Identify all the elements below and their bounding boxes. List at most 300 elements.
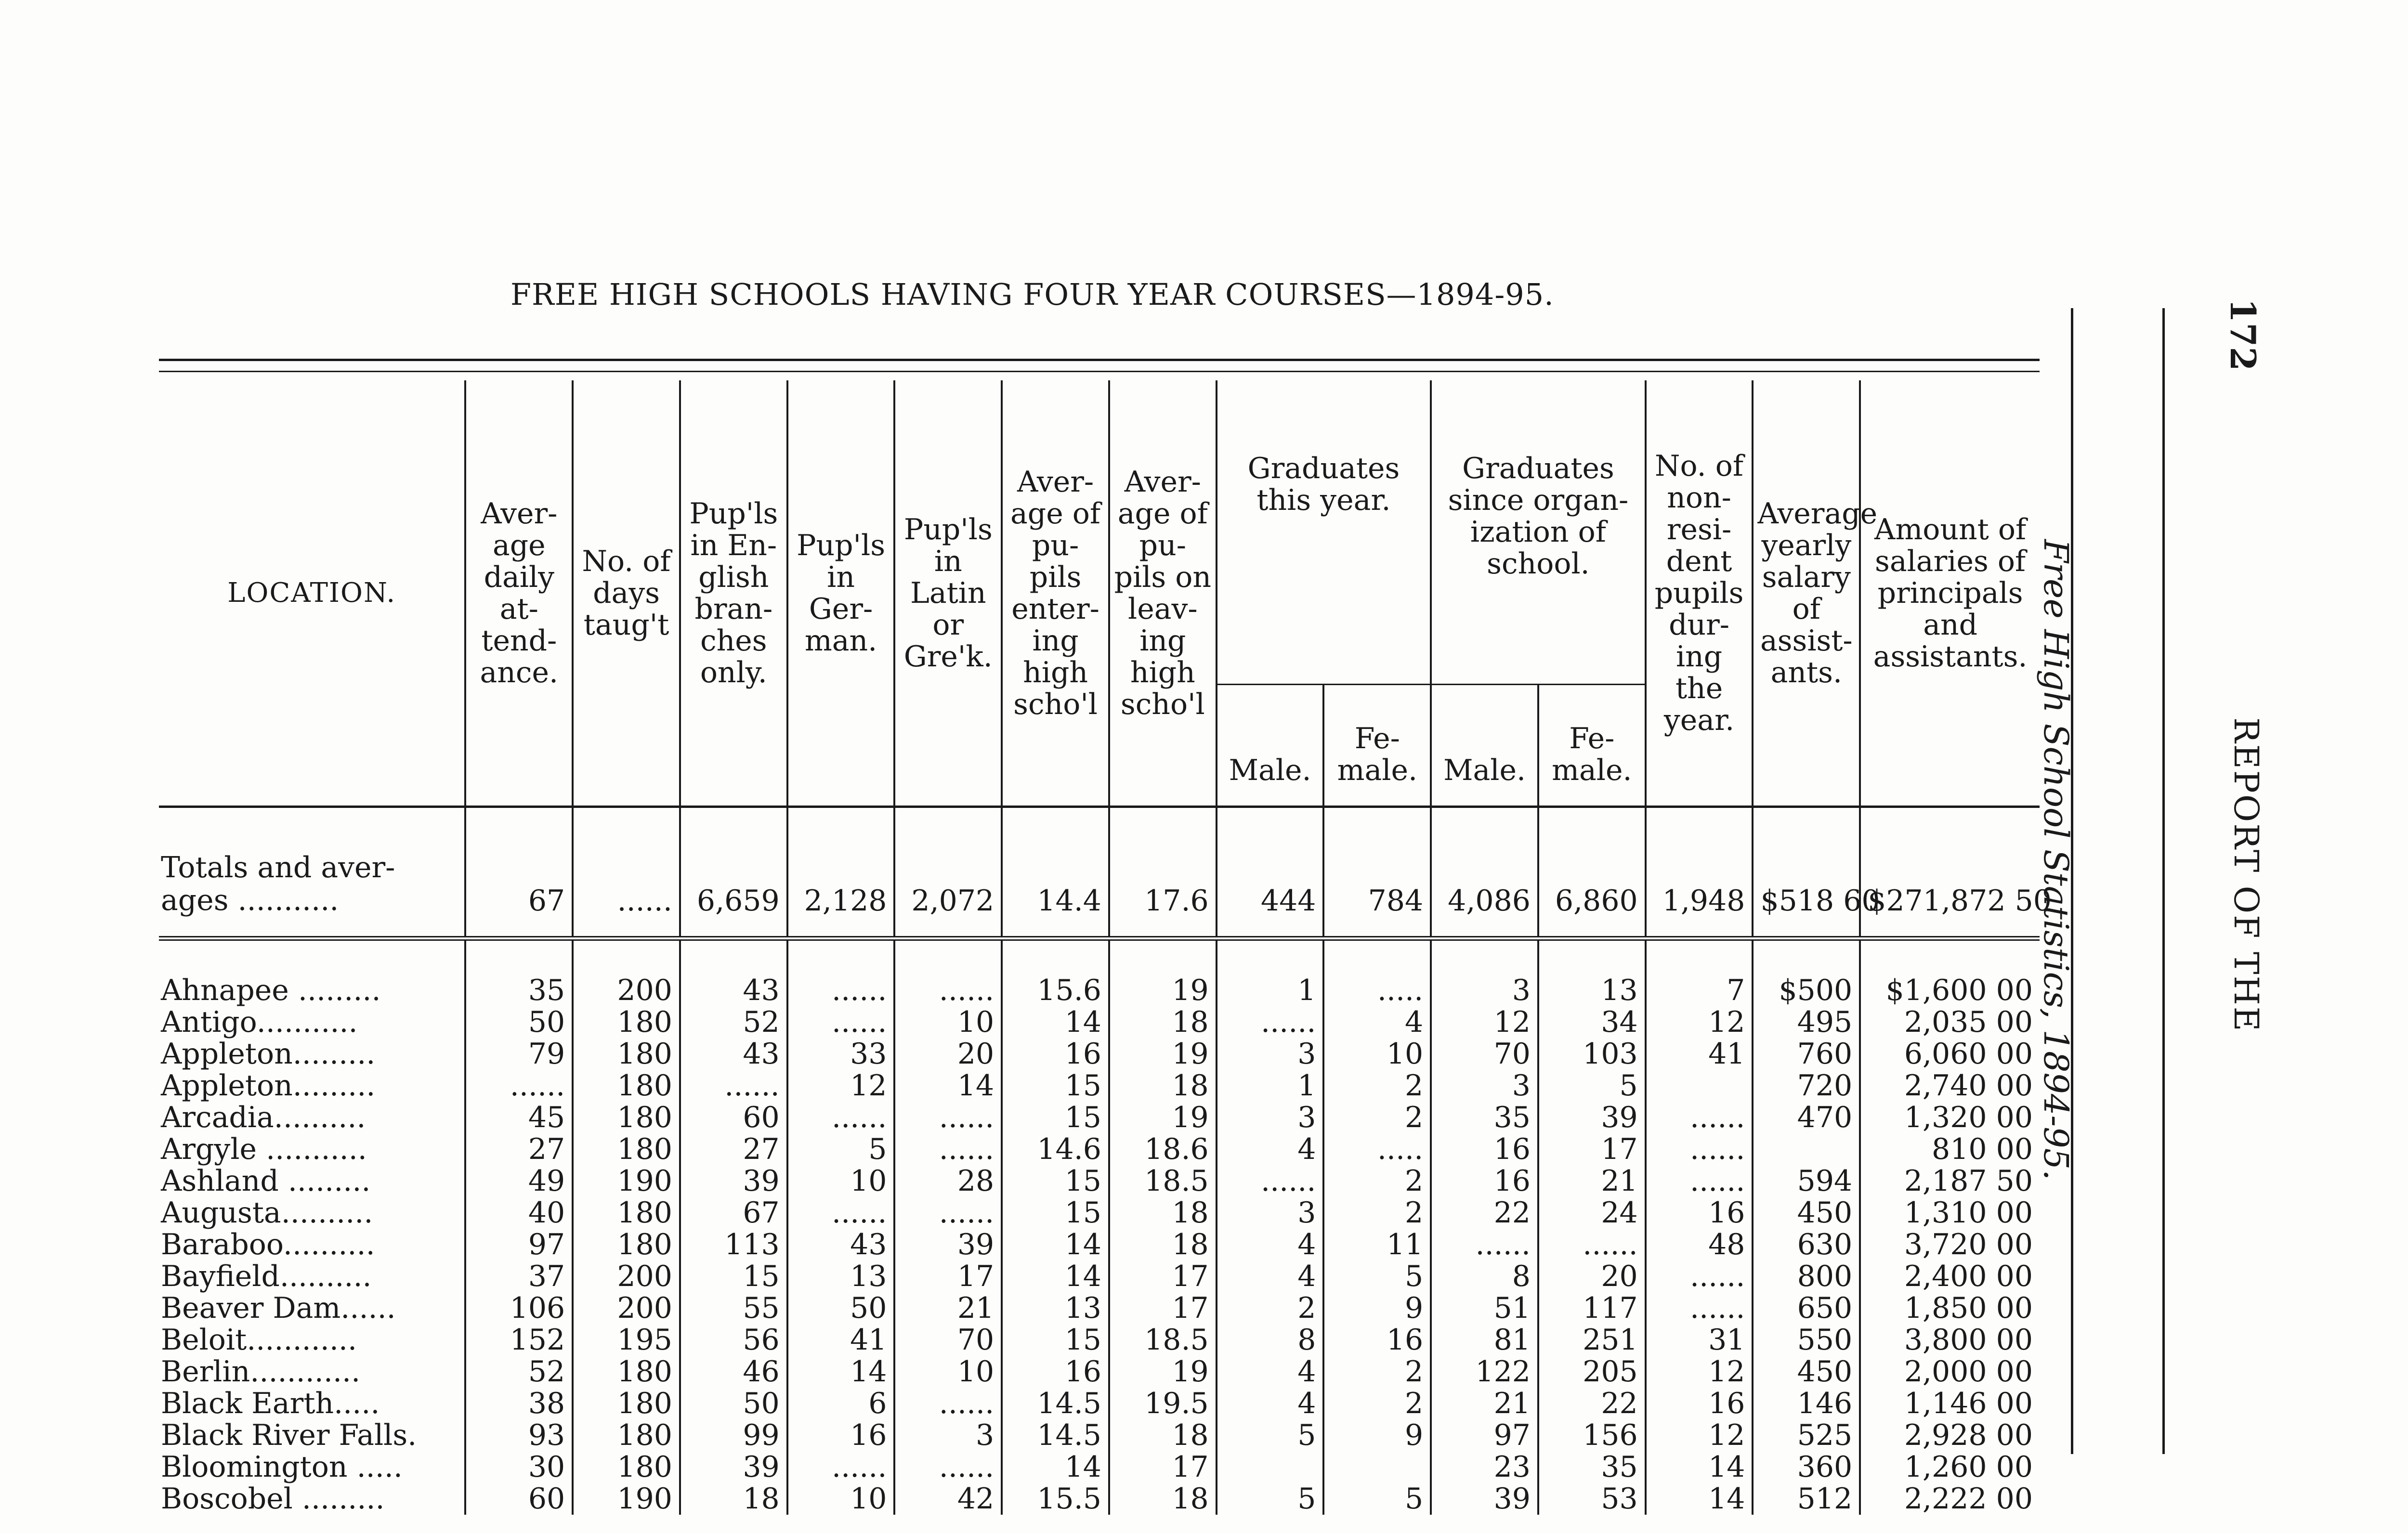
page-title: FREE HIGH SCHOOLS HAVING FOUR YEAR COURSES—1894-95. xyxy=(510,277,1554,312)
data-cell: 180 xyxy=(573,1419,680,1451)
data-cell: 52 xyxy=(680,1006,787,1038)
data-cell: 4 xyxy=(1217,1388,1324,1419)
data-cell: ...... xyxy=(787,1451,895,1483)
data-cell: 2,187 50 xyxy=(1860,1165,2040,1197)
data-cell: ...... xyxy=(787,1006,895,1038)
data-cell: 2 xyxy=(1323,1388,1431,1419)
table-row xyxy=(159,1038,2040,1070)
data-cell: 13 xyxy=(1538,938,1646,1006)
totals-cell: 784 xyxy=(1323,807,1431,939)
data-cell: 14 xyxy=(894,1070,1002,1102)
header-grad-this-year: Graduates this year. xyxy=(1217,380,1431,685)
data-cell: 35 xyxy=(1538,1451,1646,1483)
data-cell: 4 xyxy=(1217,1356,1324,1388)
data-cell: 3 xyxy=(1217,1038,1324,1070)
data-cell: 15.5 xyxy=(1002,1483,1109,1515)
table-row xyxy=(159,1451,2040,1483)
data-cell: 16 xyxy=(1431,1165,1538,1197)
data-cell: 23 xyxy=(1431,1451,1538,1483)
top-rule-thin xyxy=(159,371,2040,372)
data-cell: 495 xyxy=(1753,1006,1860,1038)
data-cell: 200 xyxy=(573,938,680,1006)
data-cell: 42 xyxy=(894,1483,1002,1515)
header-amount-salaries: Amount of salaries of principals and assistants. xyxy=(1860,380,2040,807)
table-row xyxy=(159,1165,2040,1197)
data-cell: 51 xyxy=(1431,1292,1538,1324)
data-cell: 180 xyxy=(573,1229,680,1260)
data-cell: 152 xyxy=(465,1324,573,1356)
data-cell: 6 xyxy=(787,1388,895,1419)
data-cell: 19 xyxy=(1109,938,1217,1006)
header-avg-salary: Average yearly salary of assist- ants. xyxy=(1753,380,1860,807)
data-cell: 1,310 00 xyxy=(1860,1197,2040,1229)
data-cell: 50 xyxy=(787,1292,895,1324)
data-cell xyxy=(1753,1133,1860,1165)
data-cell: 2,740 00 xyxy=(1860,1070,2040,1102)
data-cell: 512 xyxy=(1753,1483,1860,1515)
data-cell: 2,035 00 xyxy=(1860,1006,2040,1038)
data-cell: 12 xyxy=(787,1070,895,1102)
location-cell: Baraboo.......... xyxy=(161,1228,375,1261)
data-cell: 34 xyxy=(1538,1006,1646,1038)
data-cell: ...... xyxy=(1217,1165,1324,1197)
data-cell: 16 xyxy=(1431,1133,1538,1165)
data-cell: 56 xyxy=(680,1324,787,1356)
location-cell: Berlin............ xyxy=(161,1355,361,1389)
table-row xyxy=(159,1388,2040,1419)
data-cell: 810 00 xyxy=(1860,1133,2040,1165)
totals-label: Totals and aver- ages ........... xyxy=(159,807,465,939)
location-cell: Augusta.......... xyxy=(161,1196,373,1230)
data-cell: 195 xyxy=(573,1324,680,1356)
data-cell: 2 xyxy=(1323,1197,1431,1229)
data-cell: 18.5 xyxy=(1109,1165,1217,1197)
data-cell: 4 xyxy=(1217,1260,1324,1292)
data-cell: 18.6 xyxy=(1109,1133,1217,1165)
data-cell: 14.5 xyxy=(1002,1388,1109,1419)
data-cell: 22 xyxy=(1538,1388,1646,1419)
data-cell: 2 xyxy=(1323,1070,1431,1102)
data-cell: 15 xyxy=(1002,1324,1109,1356)
table-row xyxy=(159,1260,2040,1292)
location-cell: Appleton......... xyxy=(161,1069,376,1103)
data-cell: 106 xyxy=(465,1292,573,1324)
side-title: Free High School Statistics, 1894-95. xyxy=(2036,539,2076,1181)
data-cell: 18 xyxy=(1109,1419,1217,1451)
data-cell: 18 xyxy=(1109,1229,1217,1260)
data-cell: 13 xyxy=(787,1260,895,1292)
location-cell: Argyle ........... xyxy=(161,1132,367,1166)
data-cell: 24 xyxy=(1538,1197,1646,1229)
data-cell: ...... xyxy=(1646,1260,1753,1292)
table-row xyxy=(159,1292,2040,1324)
data-cell: 3 xyxy=(1217,1197,1324,1229)
data-cell: ...... xyxy=(1646,1102,1753,1133)
location-cell: Beloit............ xyxy=(161,1323,357,1357)
data-cell: 1,320 00 xyxy=(1860,1102,2040,1133)
header-days: No. of days taug't xyxy=(573,380,680,807)
data-cell: 16 xyxy=(787,1419,895,1451)
data-cell: 30 xyxy=(465,1451,573,1483)
data-cell: 19.5 xyxy=(1109,1388,1217,1419)
data-cell xyxy=(1217,1451,1324,1483)
data-cell: 48 xyxy=(1646,1229,1753,1260)
data-cell: 37 xyxy=(465,1260,573,1292)
header-grad-since: Graduates since organ- ization of school. xyxy=(1431,380,1646,685)
data-cell: 35 xyxy=(1431,1102,1538,1133)
data-cell: 27 xyxy=(465,1133,573,1165)
data-cell: 5 xyxy=(1538,1070,1646,1102)
data-cell: 27 xyxy=(680,1133,787,1165)
data-cell: 19 xyxy=(1109,1038,1217,1070)
data-cell: 41 xyxy=(787,1324,895,1356)
data-cell: 40 xyxy=(465,1197,573,1229)
table-body xyxy=(159,807,2052,1516)
table-row xyxy=(159,1356,2040,1388)
totals-cell: 444 xyxy=(1217,807,1324,939)
data-cell: 650 xyxy=(1753,1292,1860,1324)
data-cell: 103 xyxy=(1538,1038,1646,1070)
data-cell: 15 xyxy=(1002,1197,1109,1229)
data-cell: 180 xyxy=(573,1197,680,1229)
totals-cell: $271,872 50 xyxy=(1860,807,2040,939)
data-cell: 19 xyxy=(1109,1102,1217,1133)
data-cell: 39 xyxy=(1431,1483,1538,1515)
data-cell: 43 xyxy=(680,938,787,1006)
data-cell: 50 xyxy=(680,1388,787,1419)
data-cell: 1,146 00 xyxy=(1860,1388,2040,1419)
table-row xyxy=(159,1483,2040,1515)
data-cell: 99 xyxy=(680,1419,787,1451)
data-cell: ...... xyxy=(894,1451,1002,1483)
data-cell: 16 xyxy=(1323,1324,1431,1356)
data-cell: 41 xyxy=(1646,1038,1753,1070)
data-cell: ...... xyxy=(1538,1229,1646,1260)
data-cell: 2 xyxy=(1217,1292,1324,1324)
data-cell: 450 xyxy=(1753,1197,1860,1229)
data-cell: 190 xyxy=(573,1165,680,1197)
location-cell: Beaver Dam...... xyxy=(161,1291,396,1325)
data-cell: 46 xyxy=(680,1356,787,1388)
data-cell: 18 xyxy=(1109,1197,1217,1229)
data-cell: 18 xyxy=(1109,1483,1217,1515)
data-cell: 8 xyxy=(1431,1260,1538,1292)
data-cell: 19 xyxy=(1109,1356,1217,1388)
data-cell: 28 xyxy=(894,1165,1002,1197)
data-cell: 38 xyxy=(465,1388,573,1419)
data-cell: ...... xyxy=(894,938,1002,1006)
data-cell: 2 xyxy=(1323,1102,1431,1133)
data-cell: 10 xyxy=(894,1356,1002,1388)
data-cell: 70 xyxy=(894,1324,1002,1356)
data-cell xyxy=(1323,1451,1431,1483)
data-cell: 720 xyxy=(1753,1070,1860,1102)
data-cell: 156 xyxy=(1538,1419,1646,1451)
data-cell: ...... xyxy=(1646,1292,1753,1324)
data-cell: 550 xyxy=(1753,1324,1860,1356)
totals-row xyxy=(159,807,2040,939)
location-cell: Black River Falls. xyxy=(161,1418,417,1452)
data-cell: 9 xyxy=(1323,1292,1431,1324)
data-cell: 39 xyxy=(1538,1102,1646,1133)
header-german: Pup'ls in Ger- man. xyxy=(787,380,895,807)
data-cell: 10 xyxy=(1323,1038,1431,1070)
data-cell: 16 xyxy=(1002,1038,1109,1070)
data-cell: 43 xyxy=(680,1038,787,1070)
data-cell: 180 xyxy=(573,1451,680,1483)
data-cell: 1 xyxy=(1217,938,1324,1006)
totals-cell: 67 xyxy=(465,807,573,939)
data-cell: 200 xyxy=(573,1260,680,1292)
totals-cell: 2,072 xyxy=(894,807,1002,939)
header-nonresident: No. of non- resi- dent pupils dur- ing the year. xyxy=(1646,380,1753,807)
table-row xyxy=(159,1419,2040,1451)
data-cell: 10 xyxy=(787,1165,895,1197)
location-cell: Ahnapee ......... xyxy=(161,974,381,1007)
data-cell: 470 xyxy=(1753,1102,1860,1133)
data-cell: 31 xyxy=(1646,1324,1753,1356)
data-cell: 15.6 xyxy=(1002,938,1109,1006)
statistics-table-wrap xyxy=(159,380,2052,1516)
data-cell: 113 xyxy=(680,1229,787,1260)
data-cell: 50 xyxy=(465,1006,573,1038)
table-row xyxy=(159,1006,2040,1038)
data-cell: 10 xyxy=(787,1483,895,1515)
header-grad-this-year-male: Male. xyxy=(1217,685,1324,807)
data-cell: 33 xyxy=(787,1038,895,1070)
table-row xyxy=(159,1102,2040,1133)
data-cell: ...... xyxy=(787,1102,895,1133)
data-cell: 14 xyxy=(1646,1483,1753,1515)
header-age-leaving: Aver- age of pu- pils on leav- ing high scho'l xyxy=(1109,380,1217,807)
header-english: Pup'ls in En- glish bran- ches only. xyxy=(680,380,787,807)
data-cell: 11 xyxy=(1323,1229,1431,1260)
totals-cell: 6,659 xyxy=(680,807,787,939)
totals-cell: 2,128 xyxy=(787,807,895,939)
data-cell: 18.5 xyxy=(1109,1324,1217,1356)
data-cell: 180 xyxy=(573,1388,680,1419)
header-grad-since-female: Fe- male. xyxy=(1538,685,1646,807)
data-cell: 205 xyxy=(1538,1356,1646,1388)
data-cell: 180 xyxy=(573,1133,680,1165)
data-cell: 14 xyxy=(1002,1006,1109,1038)
data-cell: 5 xyxy=(787,1133,895,1165)
data-cell: 49 xyxy=(465,1165,573,1197)
data-cell: 5 xyxy=(1323,1483,1431,1515)
data-cell: 97 xyxy=(1431,1419,1538,1451)
data-cell: 1 xyxy=(1217,1070,1324,1102)
header-attendance: Aver- age daily at- tend- ance. xyxy=(465,380,573,807)
data-cell: ...... xyxy=(1217,1006,1324,1038)
data-cell: 3 xyxy=(1431,1070,1538,1102)
data-cell: 10 xyxy=(894,1006,1002,1038)
data-cell: 70 xyxy=(1431,1038,1538,1070)
data-cell: 35 xyxy=(465,938,573,1006)
data-cell: 15 xyxy=(1002,1102,1109,1133)
data-cell: 760 xyxy=(1753,1038,1860,1070)
data-cell: 14 xyxy=(1002,1260,1109,1292)
data-cell: ...... xyxy=(680,1070,787,1102)
data-cell: 21 xyxy=(894,1292,1002,1324)
data-cell: 3,800 00 xyxy=(1860,1324,2040,1356)
data-cell: 20 xyxy=(894,1038,1002,1070)
data-cell: 17 xyxy=(1109,1292,1217,1324)
totals-cell: 4,086 xyxy=(1431,807,1538,939)
data-cell: 16 xyxy=(1002,1356,1109,1388)
data-cell: 3,720 00 xyxy=(1860,1229,2040,1260)
data-cell: 3 xyxy=(1431,938,1538,1006)
data-cell: ...... xyxy=(894,1133,1002,1165)
data-cell: 2 xyxy=(1323,1165,1431,1197)
data-cell: 14.5 xyxy=(1002,1419,1109,1451)
top-rule xyxy=(159,359,2040,361)
table-row xyxy=(159,1133,2040,1165)
running-head: REPORT OF THE xyxy=(2226,717,2266,1033)
header-location: LOCATION. xyxy=(227,577,396,609)
data-cell: 14 xyxy=(787,1356,895,1388)
data-cell: 180 xyxy=(573,1038,680,1070)
header-latin: Pup'ls in Latin or Gre'k. xyxy=(894,380,1002,807)
data-cell: 21 xyxy=(1431,1388,1538,1419)
data-cell: 117 xyxy=(1538,1292,1646,1324)
data-cell: ...... xyxy=(465,1070,573,1102)
totals-cell: $518 60 xyxy=(1753,807,1860,939)
data-cell: 14 xyxy=(1002,1451,1109,1483)
data-cell: 360 xyxy=(1753,1451,1860,1483)
data-cell: 97 xyxy=(465,1229,573,1260)
data-cell: 450 xyxy=(1753,1356,1860,1388)
data-cell: 14.6 xyxy=(1002,1133,1109,1165)
data-cell: ...... xyxy=(1646,1133,1753,1165)
data-cell: 16 xyxy=(1646,1197,1753,1229)
data-cell: 79 xyxy=(465,1038,573,1070)
data-cell: 39 xyxy=(680,1451,787,1483)
data-cell: 17 xyxy=(894,1260,1002,1292)
data-cell: 2,000 00 xyxy=(1860,1356,2040,1388)
data-cell: 180 xyxy=(573,1102,680,1133)
data-cell: 18 xyxy=(1109,1070,1217,1102)
table-row xyxy=(159,1070,2040,1102)
data-cell: ...... xyxy=(894,1197,1002,1229)
data-cell: 180 xyxy=(573,1006,680,1038)
data-cell: 180 xyxy=(573,1070,680,1102)
data-cell: ..... xyxy=(1323,938,1431,1006)
data-cell: 1,260 00 xyxy=(1860,1451,2040,1483)
data-cell: 4 xyxy=(1217,1133,1324,1165)
data-cell: 2,400 00 xyxy=(1860,1260,2040,1292)
data-cell: 2,222 00 xyxy=(1860,1483,2040,1515)
data-cell: 15 xyxy=(1002,1070,1109,1102)
data-cell: 4 xyxy=(1217,1229,1324,1260)
table-row xyxy=(159,1197,2040,1229)
data-cell: 12 xyxy=(1646,1356,1753,1388)
data-cell: 67 xyxy=(680,1197,787,1229)
data-cell: 81 xyxy=(1431,1324,1538,1356)
data-cell: 6,060 00 xyxy=(1860,1038,2040,1070)
data-cell: 251 xyxy=(1538,1324,1646,1356)
data-cell: 93 xyxy=(465,1419,573,1451)
statistics-table xyxy=(159,380,2052,1516)
data-cell: 39 xyxy=(894,1229,1002,1260)
location-cell: Antigo........... xyxy=(161,1005,358,1039)
data-cell: 16 xyxy=(1646,1388,1753,1419)
totals-cell: 17.6 xyxy=(1109,807,1217,939)
data-cell: 4 xyxy=(1323,1006,1431,1038)
location-cell: Bayfield.......... xyxy=(161,1260,372,1293)
data-cell: ...... xyxy=(894,1388,1002,1419)
data-cell: 53 xyxy=(1538,1483,1646,1515)
data-cell: 21 xyxy=(1538,1165,1646,1197)
data-cell: 18 xyxy=(1109,1006,1217,1038)
data-cell: $1,600 00 xyxy=(1860,938,2040,1006)
data-cell: 12 xyxy=(1646,1419,1753,1451)
header-grad-since-male: Male. xyxy=(1431,685,1538,807)
data-cell: 13 xyxy=(1002,1292,1109,1324)
data-cell: 525 xyxy=(1753,1419,1860,1451)
data-cell: 45 xyxy=(465,1102,573,1133)
totals-cell: ...... xyxy=(573,807,680,939)
data-cell: 180 xyxy=(573,1356,680,1388)
table-row xyxy=(159,1324,2040,1356)
data-cell: 43 xyxy=(787,1229,895,1260)
data-cell: 12 xyxy=(1431,1006,1538,1038)
data-cell xyxy=(1646,1070,1753,1102)
data-cell: 122 xyxy=(1431,1356,1538,1388)
data-cell: ...... xyxy=(787,1197,895,1229)
far-right-vertical-rule xyxy=(2162,308,2165,1454)
table-row xyxy=(159,938,2040,1006)
data-cell: 17 xyxy=(1538,1133,1646,1165)
location-cell: Bloomington ..... xyxy=(161,1450,403,1484)
data-cell: 5 xyxy=(1217,1483,1324,1515)
data-cell: 14 xyxy=(1002,1229,1109,1260)
data-cell: 39 xyxy=(680,1165,787,1197)
data-cell: ...... xyxy=(894,1102,1002,1133)
data-cell: 8 xyxy=(1217,1324,1324,1356)
header-grad-this-year-female: Fe- male. xyxy=(1323,685,1431,807)
data-cell: 52 xyxy=(465,1356,573,1388)
data-cell: 55 xyxy=(680,1292,787,1324)
data-cell: 15 xyxy=(1002,1165,1109,1197)
location-cell: Ashland ......... xyxy=(161,1164,371,1198)
data-cell: 60 xyxy=(680,1102,787,1133)
data-cell: 5 xyxy=(1323,1260,1431,1292)
data-cell: 20 xyxy=(1538,1260,1646,1292)
data-cell: 800 xyxy=(1753,1260,1860,1292)
data-cell: 630 xyxy=(1753,1229,1860,1260)
page-number: 172 xyxy=(2223,299,2264,371)
data-cell: 15 xyxy=(680,1260,787,1292)
data-cell: 200 xyxy=(573,1292,680,1324)
data-cell: ...... xyxy=(1431,1229,1538,1260)
data-cell: 2,928 00 xyxy=(1860,1419,2040,1451)
data-cell: 12 xyxy=(1646,1006,1753,1038)
data-cell: 17 xyxy=(1109,1260,1217,1292)
data-cell: ...... xyxy=(1646,1165,1753,1197)
location-cell: Black Earth..... xyxy=(161,1387,380,1420)
data-cell: 60 xyxy=(465,1483,573,1515)
data-cell: ..... xyxy=(1323,1133,1431,1165)
data-cell: 1,850 00 xyxy=(1860,1292,2040,1324)
data-cell: 5 xyxy=(1217,1419,1324,1451)
data-cell: 18 xyxy=(680,1483,787,1515)
table-row xyxy=(159,1229,2040,1260)
data-cell: $500 xyxy=(1753,938,1860,1006)
data-cell: 146 xyxy=(1753,1388,1860,1419)
data-cell: 3 xyxy=(1217,1102,1324,1133)
data-cell: 9 xyxy=(1323,1419,1431,1451)
location-cell: Appleton......... xyxy=(161,1037,376,1071)
